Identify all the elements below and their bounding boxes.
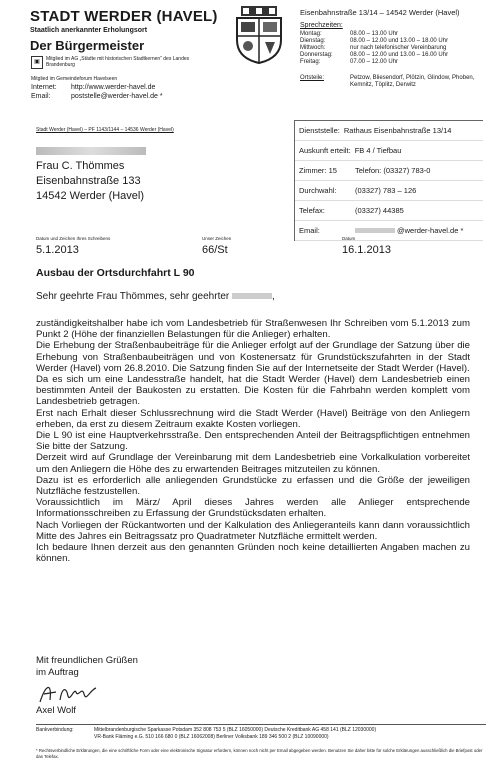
contact-web (31, 83, 163, 101)
email-label: Email: (31, 93, 51, 100)
redacted-name (36, 147, 146, 155)
hours-row: Dienstag: 08.00 – 12.00 und 13.00 – 18.00 Uhr (300, 38, 449, 44)
contact-row: Durchwahl: (03327) 783 – 126 (295, 181, 483, 201)
body-paragraph: Erst nach Erhalt dieser Schlussrechnung wird die Stadt Werder (Havel) Beiträge von den Anliegern erheben, da erst zu diesem Zeitraum exakte Kosten vorliegen. (36, 407, 470, 430)
contact-row: Auskunft erteilt: FB 4 / Tiefbau (295, 141, 483, 161)
recipient-address (36, 144, 146, 204)
internet-link[interactable]: http://www.werder-havel.de (71, 84, 156, 91)
contact-email[interactable]: @werder-havel.de * (397, 226, 464, 235)
hours-title: Sprechzeiten: (300, 22, 343, 29)
internet-label: Internet: (31, 84, 57, 91)
letter-body (36, 318, 470, 564)
contact-row: Telefax: (03327) 44385 (295, 201, 483, 221)
city-name: STADT WERDER (HAVEL) (30, 8, 218, 25)
office-title: Der Bürgermeister (30, 38, 145, 53)
recipient-name: Frau C. Thömmes (36, 160, 125, 172)
hours-row: Freitag: 07.00 – 12.00 Uhr (300, 59, 399, 65)
body-paragraph: Die L 90 ist eine Hauptverkehrsstraße. Den entsprechenden Anteil der Beitragspflichtigen entnehmen Sie bitte der Satzung. (36, 430, 470, 453)
salutation: Sehr geehrte Frau Thömmes, sehr geehrter , (36, 291, 275, 302)
ref-label-date: Datum (342, 236, 356, 241)
ref-label-ours: Unser Zeichen (202, 236, 232, 241)
signer-name: Axel Wolf (36, 705, 76, 716)
bank-details (36, 724, 486, 740)
recipient-city: 14542 Werder (Havel) (36, 190, 145, 202)
body-paragraph: Nach Vorliegen der Rückantworten und der Kalkulation des Anliegeranteils kann dann voraussichtlich Mitte des Jahres ein Beitragssatz pro Quadratmeter Nutzfläche ermittelt werden. (36, 519, 470, 542)
address-header: Eisenbahnstraße 13/14 – 14542 Werder (Havel) (300, 8, 460, 17)
bank-row-1: Mittelbrandenburgische Sparkasse Potsdam 352 808 753 5 (BLZ 16050000) Deutsche Kreditbank AG 458 141 (BLZ 12030000) (94, 727, 377, 733)
districts-value: Petzow, Bliesendorf, Plötzin, Glindow, Phoben, Kemnitz, Töplitz, Derwitz (350, 75, 475, 88)
city-subtitle: Staatlich anerkannter Erholungsort (30, 27, 148, 34)
bank-row-2: VR-Bank Fläming e.G. 510 166 680 0 (BLZ 16062008) Berliner Volksbank 189 346 500 2 (BLZ 10090000) (94, 734, 329, 740)
body-paragraph: Voraussichtlich im März/ April dieses Jahres werden alle Anlieger entsprechende Informationsschreiben zu Erfassung der Grundstücksdaten erhalten. (36, 497, 470, 520)
bank-label: Bankverbindung: (36, 727, 74, 733)
city-crest-icon (233, 6, 285, 64)
body-paragraph: Da es sich um eine Landesstraße handelt, hat die Stadt Werder (Havel) dem Landesbetrieb einen bestimmten Anteil der Baukosten zu erstatten. Die Kosten für die Fahrbahn werden komplett vom Landesbetrieb getragen. (36, 374, 470, 408)
email-link[interactable]: poststelle@werder-havel.de * (71, 93, 163, 100)
recipient-street: Eisenbahnstraße 133 (36, 175, 141, 187)
subject-line: Ausbau der Ortsdurchfahrt L 90 (36, 267, 195, 279)
redacted-email (355, 228, 395, 233)
office-hours (300, 31, 448, 66)
redacted-salutation (232, 293, 272, 299)
handwritten-signature (36, 680, 106, 706)
contact-row: Email: @werder-havel.de * (295, 221, 483, 241)
ref-label-yours: Datum und Zeichen Ihres Schreibens (36, 236, 111, 241)
body-paragraph: Derzeit wird auf Grundlage der Vereinbarung mit dem Landesbetrieb eine Vorkalkulation vorbereitet um den Anliegern die Höhe des zu erwartenden Beitrages mitzuteilen zu können. (36, 452, 470, 475)
membership-note-2: Mitglied im Gemeindeforum Havelseen (31, 76, 118, 82)
legal-footnote: * Rechtsverbindliche Erklärungen, die eine schriftliche Form oder eine elektronische Signatur erfordern, können noch nicht per Email abgegeben werden. Benutzen Sie daher bitte für solche Erklärungen ausschließlich die Briefpost oder das Telefax. (36, 748, 483, 759)
districts (300, 75, 485, 89)
contact-row: Zimmer: 15 Telefon: (03327) 783-0 (295, 161, 483, 181)
ref-ours: 66/St (202, 244, 228, 256)
contact-row: Dienststelle: Rathaus Eisenbahnstraße 13/14 (295, 120, 483, 141)
ref-yours: 5.1.2013 (36, 244, 79, 256)
city-badge-icon: ▣ (31, 56, 43, 69)
sender-line: Stadt Werder (Havel) – PF 1143/1144 – 14536 Werder (Havel) (36, 127, 174, 133)
closing-on-behalf: im Auftrag (36, 667, 79, 678)
closing (36, 655, 138, 679)
hours-row: Montag: 08.00 – 13.00 Uhr (300, 31, 399, 37)
membership-note: Mitglied im AG „Städte mit historischen Stadtkernen“ des Landes Brandenburg (46, 56, 190, 68)
contact-box (294, 120, 483, 241)
body-paragraph: Dazu ist es erforderlich alle anliegenden Grundstücke zu erfassen und die Größe der jeweiligen Nutzfläche festzustellen. (36, 474, 470, 498)
districts-label: Ortsteile: (300, 75, 325, 81)
ref-date: 16.1.2013 (342, 244, 391, 256)
closing-greeting: Mit freundlichen Grüßen (36, 655, 138, 666)
hours-row: Mittwoch: nur nach telefonischer Vereinbarung (300, 45, 447, 51)
body-paragraph: zuständigkeitshalber habe ich vom Landesbetrieb für Straßenwesen Ihr Schreiben vom 5.1.2013 zum Punkt 2 (Höhe der finanziellen Belastungen für die Anlieger) erhalten. (36, 318, 470, 341)
body-paragraph: Die Erhebung der Straßenbaubeiträge für die Anlieger erfolgt auf der Grundlage der Satzung über die Erhebung von Straßenbaubeiträgen und von Kostenersatz für Grundstückszufahrten in der Stadt Werder (Havel) vom 26.8.2010. Die Satzung finden Sie auf der Internetseite der Stadt Werder (Havel). (36, 340, 470, 374)
body-paragraph: Ich bedaure Ihnen derzeit aus den genannten Gründen noch keine detaillierten Angaben machen zu können. (36, 542, 470, 565)
hours-row: Donnerstag: 08.00 – 12.00 und 13.00 – 16.00 Uhr (300, 52, 449, 58)
